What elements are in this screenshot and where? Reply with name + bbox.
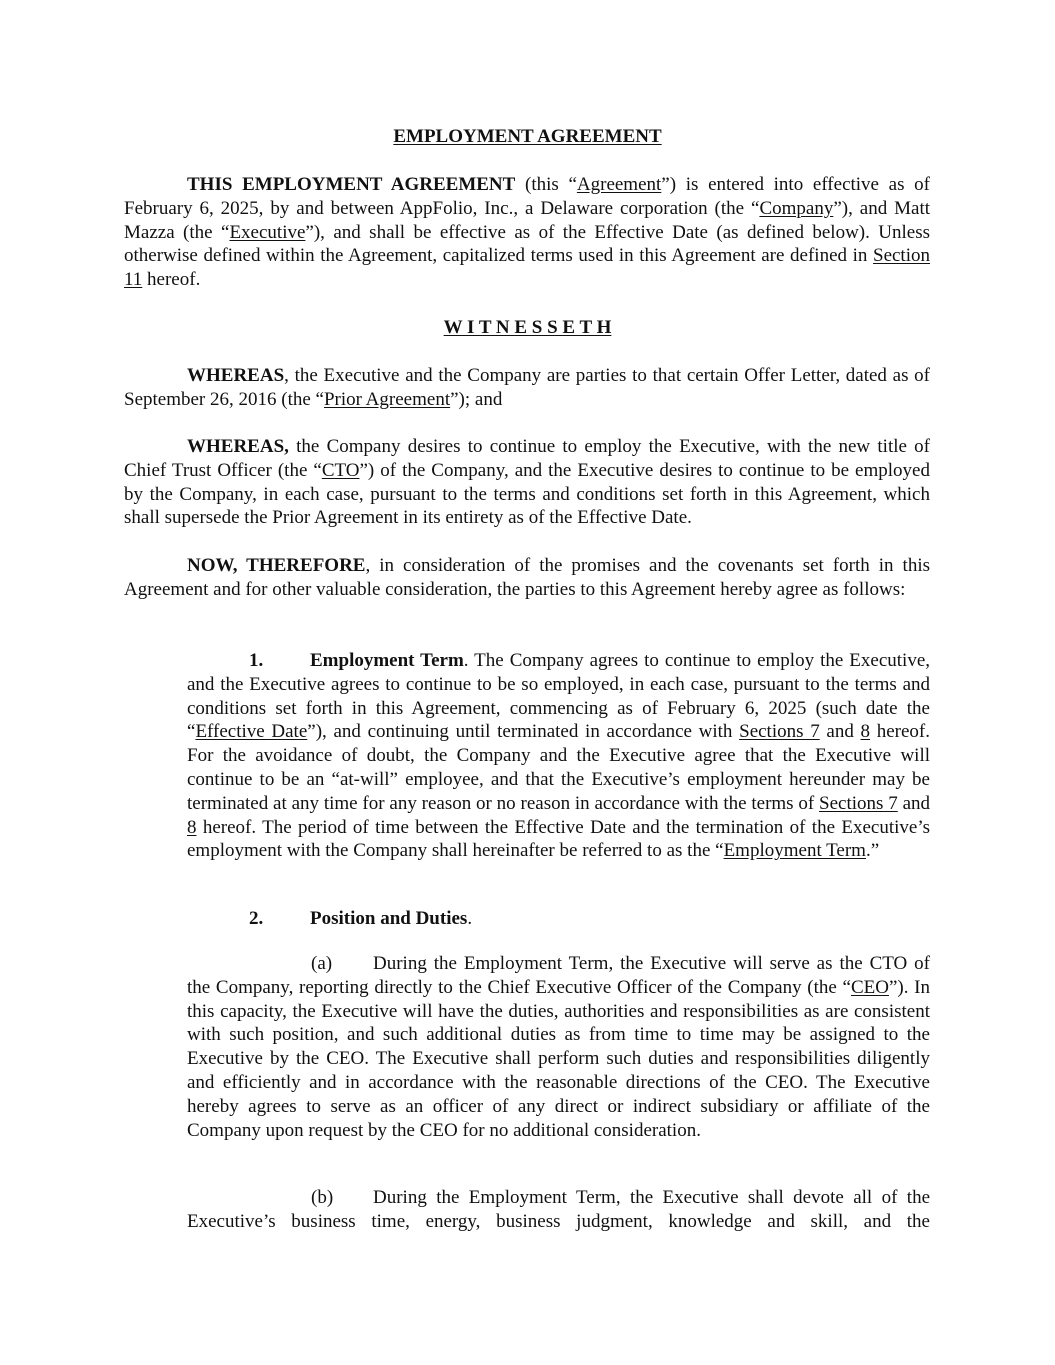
- section-reference: Sections 7: [819, 792, 898, 814]
- defined-term-ceo: CEO: [850, 976, 889, 998]
- defined-term-executive: Executive: [229, 221, 306, 243]
- section-reference: Section 11: [124, 245, 930, 291]
- now-therefore-lead: NOW, THEREFORE: [187, 555, 366, 576]
- defined-term-employment-term: Employment Term: [723, 840, 866, 862]
- section-2-number: 2.: [249, 908, 264, 929]
- defined-term-prior-agreement: Prior Agreement: [323, 388, 451, 410]
- defined-term-effective-date: Effective Date: [195, 721, 308, 743]
- defined-term-cto: CTO: [321, 459, 360, 481]
- subsection-label: (a): [311, 953, 333, 974]
- document-title: EMPLOYMENT AGREEMENT: [393, 126, 662, 147]
- section-1-heading: Employment Term: [310, 650, 464, 671]
- section-1-paragraph: 1. Employment Term. The Company agrees to continue to employ the Executive, and the Executive agrees to continue to be so employed, in each case, pursuant to the terms and conditions set forth in this Agreement, commencing as of February 6, 2025 (such date the “Effective Date”), and continuing until terminated in accordance with Sections 7 and 8 hereof. For the avoidance of doubt, the Company and the Executive agree that the Executive will continue to be an “at-will” employee, and that the Executive’s employment hereunder may be terminated at any time for any reason or no reason in accordance with the terms of Sections 7 and 8 hereof. The period of time between the Effective Date and the termination of the Executive’s employment with the Company shall hereinafter be referred to as the “Employment Term.”: [187, 650, 931, 862]
- whereas-paragraph-2: WHEREAS, the Company desires to continue to employ the Executive, with the new title of Chief Trust Officer (the “CTO”) of the Company, and the Executive desires to continue to be employed by the Company, in each case, pursuant to the terms and conditions set forth in this Agreement, which shall supersede the Prior Agreement in its entirety as of the Effective Date.: [124, 436, 930, 529]
- intro-lead: THIS EMPLOYMENT AGREEMENT: [187, 174, 516, 195]
- section-1-number: 1.: [249, 650, 264, 671]
- section-2-heading: Position and Duties: [310, 908, 468, 929]
- witnesseth-heading: W I T N E S S E T H: [443, 317, 612, 338]
- whereas-paragraph-1: WHEREAS, the Executive and the Company are parties to that certain Offer Letter, dated as of September 26, 2016 (the “Prior Agreement”); and: [124, 365, 930, 410]
- section-2-heading-line: 2. Position and Duties.: [249, 908, 473, 929]
- intro-paragraph: THIS EMPLOYMENT AGREEMENT (this “Agreement”) is entered into effective as of February 6, 2025, by and between AppFolio, Inc., a Delaware corporation (the “Company”), and Matt Mazza (the “Executive”), and shall be effective as of the Effective Date (as defined below). Unless otherwise defined within the Agreement, capitalized terms used in this Agreement are defined in Section 11 hereof.: [124, 174, 930, 291]
- section-reference: 8: [187, 816, 197, 838]
- section-2b-paragraph: (b) During the Employment Term, the Executive shall devote all of the Executive’s business time, energy, business judgment, knowledge and skill, and the: [187, 1187, 930, 1232]
- whereas-lead: WHEREAS: [187, 365, 285, 386]
- section-reference: Sections 7: [739, 721, 820, 743]
- subsection-label: (b): [311, 1187, 334, 1208]
- section-2a-paragraph: (a) During the Employment Term, the Executive will serve as the CTO of the Company, reporting directly to the Chief Executive Officer of the Company (the “CEO”). In this capacity, the Executive will have the duties, authorities and responsibilities as are consistent with such position, and such additional duties as from time to time may be assigned to the Executive by the CEO. The Executive shall perform such duties and responsibilities diligently and efficiently and in accordance with the reasonable directions of the CEO. The Executive hereby agrees to serve as an officer of any direct or indirect subsidiary or affiliate of the Company upon request by the CEO for no additional consideration.: [187, 953, 930, 1141]
- defined-term-company: Company: [759, 197, 834, 219]
- whereas-lead: WHEREAS,: [187, 436, 289, 457]
- section-reference: 8: [860, 721, 871, 743]
- now-therefore-paragraph: NOW, THEREFORE, in consideration of the promises and the covenants set forth in this Agreement and for other valuable consideration, the parties to this Agreement hereby agree as follows:: [124, 555, 930, 600]
- defined-term-agreement: Agreement: [576, 174, 662, 195]
